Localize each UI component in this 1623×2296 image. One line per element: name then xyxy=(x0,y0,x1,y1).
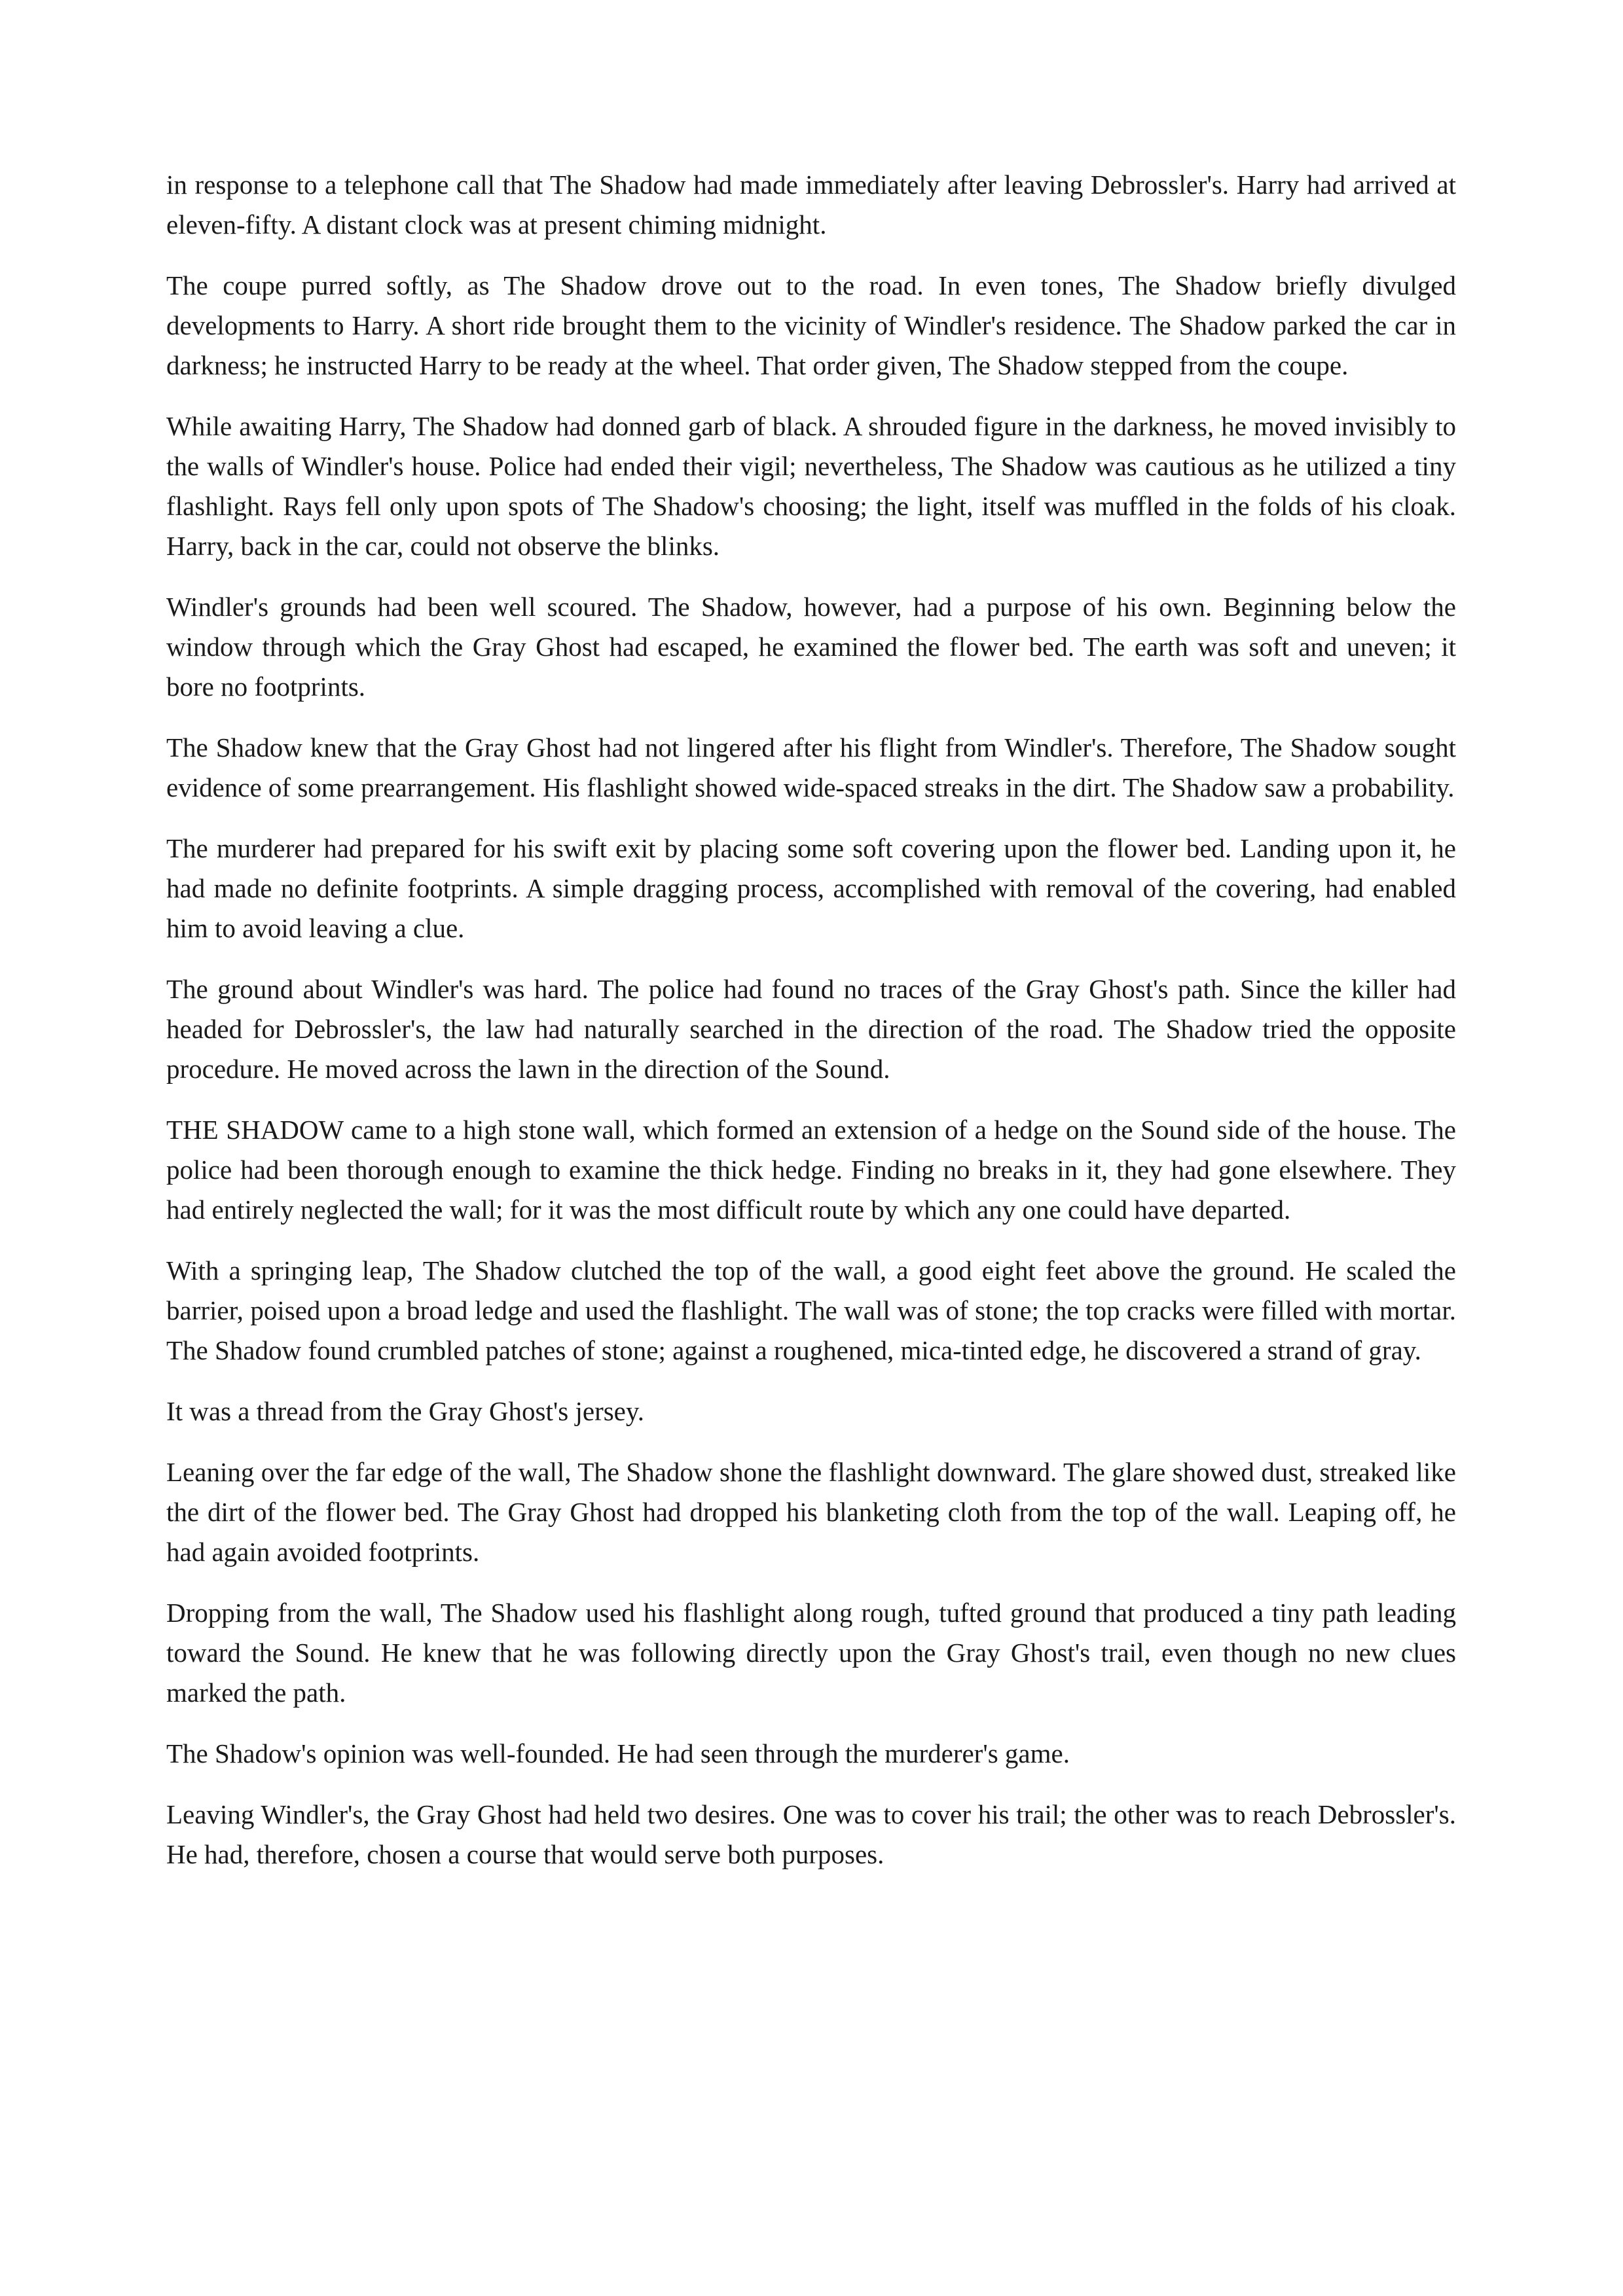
paragraph-4: Windler's grounds had been well scoured. The Shadow, however, had a purpose of his own. Beginning below the window through which the Gray Ghost had escaped, he examined the flower bed. The earth was soft and uneven; it bore no footprints. xyxy=(166,592,1456,702)
paragraph-10: It was a thread from the Gray Ghost's jersey. xyxy=(166,1396,644,1426)
paragraph-13: The Shadow's opinion was well-founded. He had seen through the murderer's game. xyxy=(166,1738,1070,1768)
paragraph-9: With a springing leap, The Shadow clutched the top of the wall, a good eight feet above the ground. He scaled the barrier, poised upon a broad ledge and used the flashlight. The wall was of stone; the top cracks were filled with mortar. The Shadow found crumbled patches of stone; against a roughened, mica-tinted edge, he discovered a strand of gray. xyxy=(166,1255,1456,1365)
paragraph-2: The coupe purred softly, as The Shadow drove out to the road. In even tones, The Shadow briefly divulged developments to Harry. A short ride brought them to the vicinity of Windler's residence. The Shadow parked the car in darkness; he instructed Harry to be ready at the wheel. That order given, The Shadow stepped from the coupe. xyxy=(166,270,1456,380)
paragraph-3: While awaiting Harry, The Shadow had donned garb of black. A shrouded figure in the darkness, he moved invisibly to the walls of Windler's house. Police had ended their vigil; nevertheless, The Shadow was cautious as he utilized a tiny flashlight. Rays fell only upon spots of The Shadow's choosing; the light, itself was muffled in the folds of his cloak. Harry, back in the car, could not observe the blinks. xyxy=(166,411,1456,561)
paragraph-14: Leaving Windler's, the Gray Ghost had held two desires. One was to cover his trail; the other was to reach Debrossler's. He had, therefore, chosen a course that would serve both purposes. xyxy=(166,1799,1456,1869)
paragraph-5: The Shadow knew that the Gray Ghost had not lingered after his flight from Windler's. Therefore, The Shadow sought evidence of some prearrangement. His flashlight showed wide-spaced streaks in the dirt. The Shadow saw a probability. xyxy=(166,732,1456,802)
paragraph-11: Leaning over the far edge of the wall, The Shadow shone the flashlight downward. The glare showed dust, streaked like the dirt of the flower bed. The Gray Ghost had dropped his blanketing cloth from the top of the wall. Leaping off, he had again avoided footprints. xyxy=(166,1457,1456,1567)
paragraph-12: Dropping from the wall, The Shadow used his flashlight along rough, tufted ground that produced a tiny path leading toward the Sound. He knew that he was following directly upon the Gray Ghost's trail, even though no new clues marked the path. xyxy=(166,1598,1456,1708)
paragraph-8: THE SHADOW came to a high stone wall, which formed an extension of a hedge on the Sound side of the house. The police had been thorough enough to examine the thick hedge. Finding no breaks in it, they had gone elsewhere. They had entirely neglected the wall; for it was the most difficult route by which any one could have departed. xyxy=(166,1115,1456,1225)
paragraph-6: The murderer had prepared for his swift exit by placing some soft covering upon the flower bed. Landing upon it, he had made no definite footprints. A simple dragging process, accomplished with removal of the covering, had enabled him to avoid leaving a clue. xyxy=(166,833,1456,943)
document-page xyxy=(166,165,1456,1895)
paragraph-7: The ground about Windler's was hard. The police had found no traces of the Gray Ghost's path. Since the killer had headed for Debrossler's, the law had naturally searched in the direction of the road. The Shadow tried the opposite procedure. He moved across the lawn in the direction of the Sound. xyxy=(166,974,1456,1084)
paragraph-1: in response to a telephone call that The Shadow had made immediately after leaving Debrossler's. Harry had arrived at eleven-fifty. A distant clock was at present chiming midnight. xyxy=(166,170,1456,240)
